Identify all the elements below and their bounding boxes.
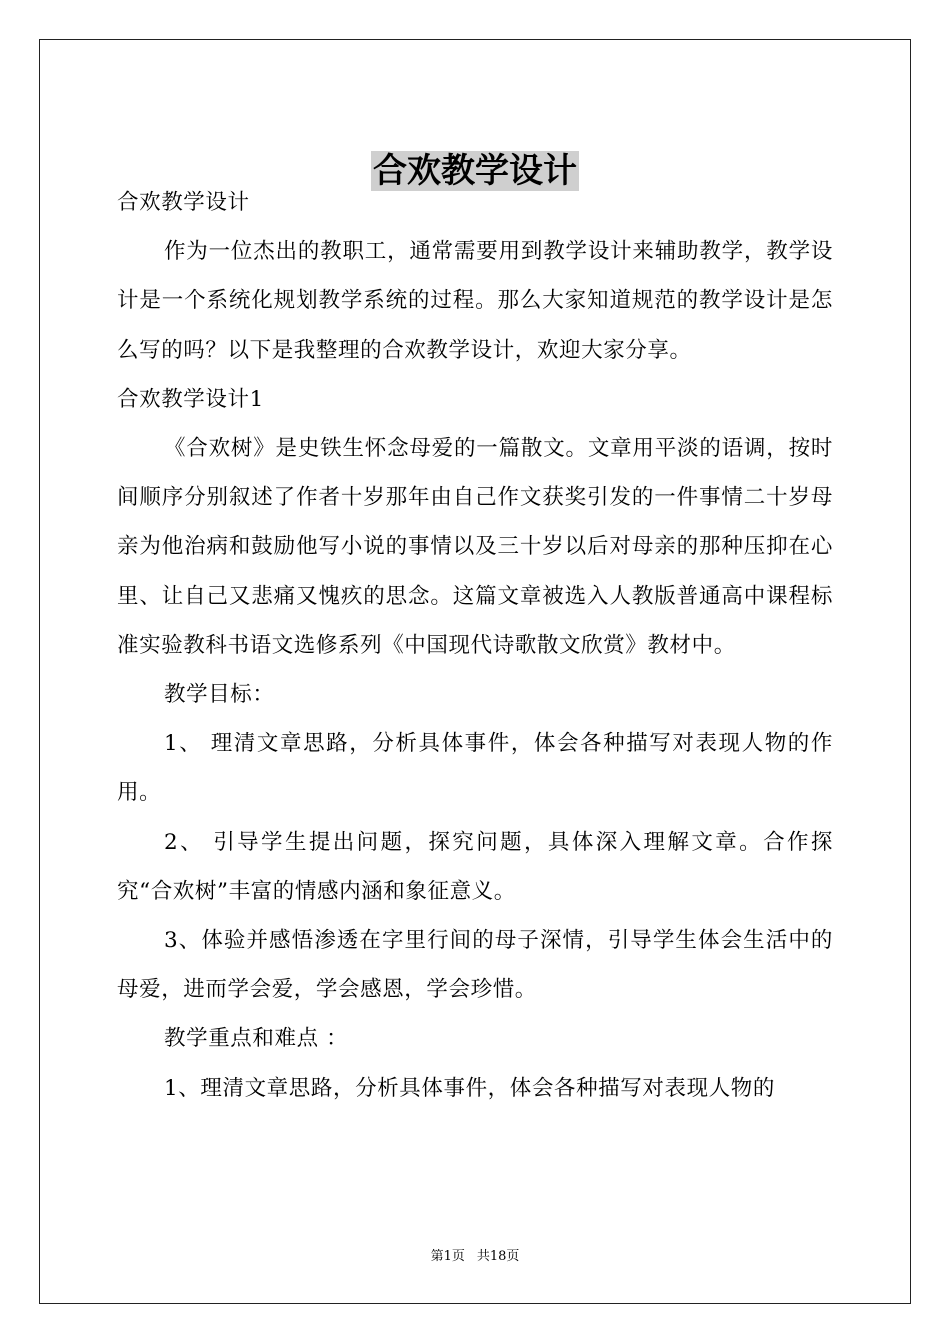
section-heading: 合欢教学设计: [117, 190, 250, 215]
document-title: 合欢教学设计: [373, 150, 577, 191]
body-paragraph: 《合欢树》是史铁生怀念母爱的一篇散文。文章用平淡的语调，按时间顺序分别叙述了作者十岁那年由自己作文获奖引发的一件事情二十岁母亲为他治病和鼓励他写小说的事情以及三十岁以后对母亲的那种压抑在心里、让自己又悲痛又愧疚的思念。这篇文章被选入人教版普通高中课程标准实验教科书语文选修系列《中国现代诗歌散文欣赏》教材中。: [117, 436, 833, 658]
section-heading: 合欢教学设计1: [117, 386, 264, 412]
page-footer: [0, 1248, 950, 1266]
subheading: 教学重点和难点 ：: [164, 1026, 349, 1052]
subheading: 教学目标：: [164, 682, 275, 708]
page-number: 第1页: [430, 1249, 465, 1264]
list-item: 1、理清文章思路，分析具体事件，体会各种描写对表现人物的: [164, 1075, 775, 1101]
list-item: 1、 理清文章思路，分析具体事件，体会各种描写对表现人物的作用。: [117, 731, 833, 806]
document-body: [117, 178, 833, 1113]
list-item: 3、体验并感悟渗透在字里行间的母子深情，引导学生体会生活中的母爱，进而学会爱，学会感恩，学会珍惜。: [117, 928, 833, 1003]
list-item: 2、 引导学生提出问题，探究问题，具体深入理解文章。合作探究“合欢树”丰富的情感内涵和象征意义。: [117, 829, 833, 904]
intro-paragraph: 作为一位杰出的教职工，通常需要用到教学设计来辅助教学，教学设计是一个系统化规划教学系统的过程。那么大家知道规范的教学设计是怎么写的吗？以下是我整理的合欢教学设计，欢迎大家分享。: [117, 239, 833, 363]
page-total: 共18页: [476, 1249, 520, 1264]
